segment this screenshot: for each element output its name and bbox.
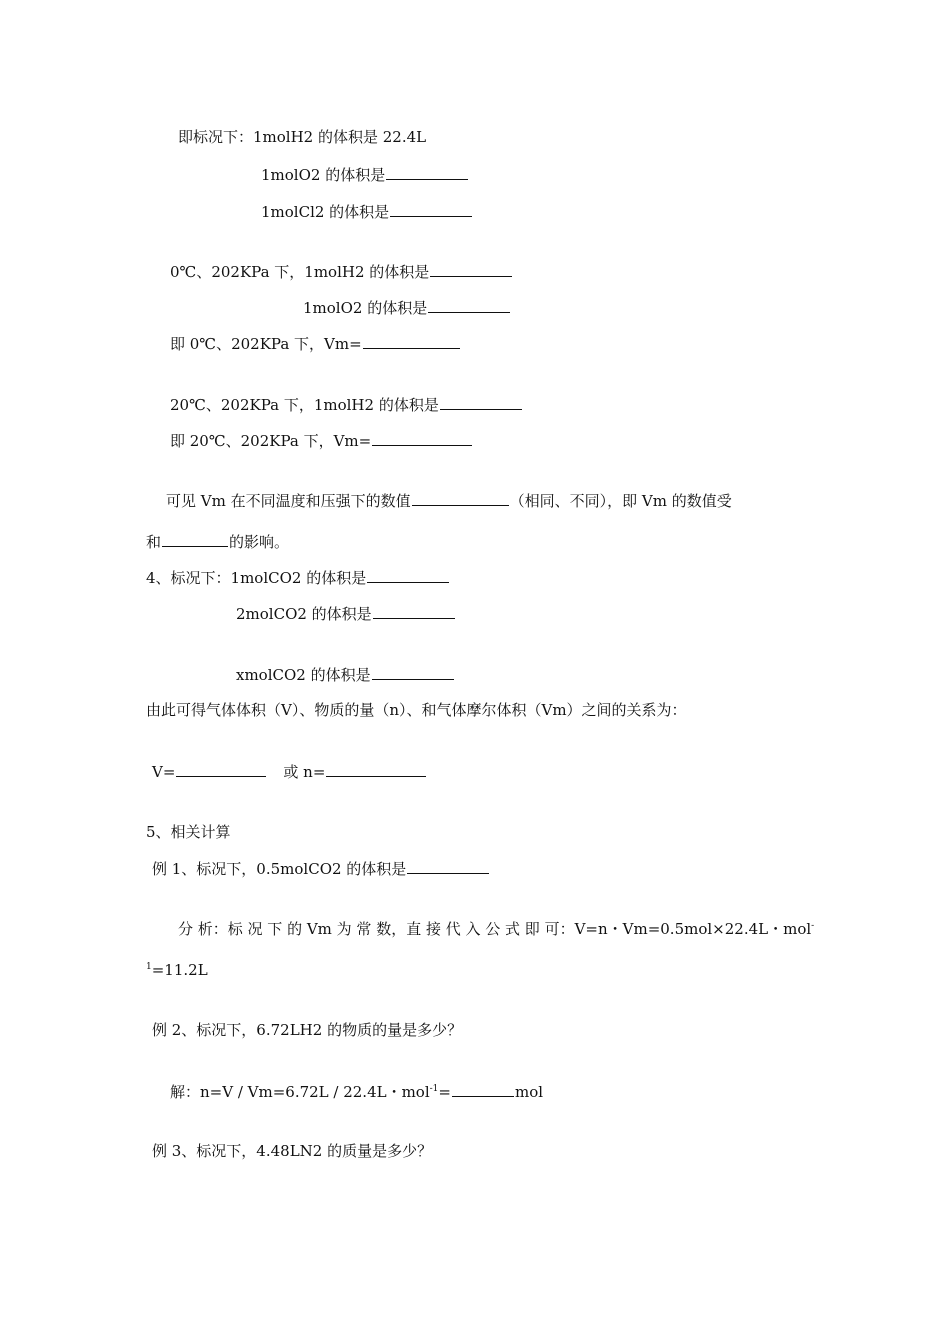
co2-text-3: xmolCO2 的体积是 <box>236 666 371 684</box>
answer-blank[interactable] <box>162 531 228 547</box>
analysis-result: =11.2L <box>151 961 208 979</box>
answer-blank[interactable] <box>367 567 449 583</box>
std-h2-line <box>178 127 426 147</box>
answer-blank[interactable] <box>440 394 522 410</box>
v-eq-text: V= <box>152 763 176 781</box>
answer-blank[interactable] <box>326 761 426 777</box>
p202-vm-line <box>170 333 461 354</box>
co2-text-1: 4、标况下：1molCO2 的体积是 <box>146 569 367 587</box>
answer-blank[interactable] <box>386 164 468 180</box>
t20-h2-text: 20℃、202KPa 下，1molH2 的体积是 <box>170 396 439 414</box>
section5-heading <box>146 822 231 842</box>
or-n-text: 或 n= <box>283 763 326 781</box>
p202-o2-text: 1molO2 的体积是 <box>303 299 428 317</box>
p202-o2-line <box>303 297 511 318</box>
relation-text: 由此可得气体体积（V）、物质的量（n）、和气体摩尔体积（Vm）之间的关系为： <box>146 701 687 719</box>
t20-vm-line <box>170 430 473 451</box>
p202-vm-text: 即 0℃、202KPa 下，Vm= <box>170 335 362 353</box>
answer-blank[interactable] <box>176 761 266 777</box>
conclusion-line <box>166 490 732 511</box>
p202-h2-text: 0℃、202KPa 下，1molH2 的体积是 <box>170 263 430 281</box>
std-o2-text: 1molO2 的体积是 <box>261 166 386 184</box>
example3-text: 例 3、标况下，4.48LN2 的质量是多少？ <box>152 1142 433 1160</box>
std-o2-line <box>261 164 469 185</box>
example2-text: 例 2、标况下，6.72LH2 的物质的量是多少？ <box>152 1021 463 1039</box>
answer-blank[interactable] <box>372 430 472 446</box>
example3-line <box>152 1141 432 1161</box>
solution-text: 解：n=V / Vm=6.72L / 22.4L・mol <box>170 1083 430 1101</box>
example1-text: 例 1、标况下，0.5molCO2 的体积是 <box>152 860 407 878</box>
p202-h2-line <box>170 261 513 282</box>
analysis-text: 分 析：标 况 下 的 Vm 为 常 数，直 接 代 入 公 式 即 可：V=n・Vm=0.5mol×22.4L・mol <box>178 920 812 938</box>
t20-vm-text: 即 20℃、202KPa 下，Vm= <box>170 432 372 450</box>
analysis-superscript: - <box>811 921 815 931</box>
t20-h2-line <box>170 394 523 415</box>
std-cl2-line <box>261 201 473 222</box>
example2-line <box>152 1020 462 1040</box>
std-h2-text: 即标况下：1molH2 的体积是 22.4L <box>178 128 427 146</box>
co2-line-1 <box>146 567 450 588</box>
answer-blank[interactable] <box>373 603 455 619</box>
answer-blank[interactable] <box>390 201 472 217</box>
formula-line <box>152 761 427 782</box>
std-cl2-text: 1molCl2 的体积是 <box>261 203 390 221</box>
conclusion-text-d: 的影响。 <box>229 533 290 551</box>
co2-text-2: 2molCO2 的体积是 <box>236 605 372 623</box>
solution-eq: = <box>438 1083 451 1101</box>
answer-blank[interactable] <box>430 261 512 277</box>
conclusion-line-2 <box>146 531 289 552</box>
answer-blank[interactable] <box>412 490 509 506</box>
analysis-superscript-2: 1 <box>146 962 152 972</box>
analysis-line-2 <box>146 960 208 980</box>
conclusion-text-c: 和 <box>146 533 162 551</box>
example1-line <box>152 858 490 879</box>
answer-blank[interactable] <box>428 297 510 313</box>
co2-line-3 <box>236 664 455 685</box>
analysis-line <box>178 919 814 939</box>
answer-blank[interactable] <box>452 1081 514 1097</box>
solution-unit: mol <box>515 1083 544 1101</box>
relation-line <box>146 700 687 720</box>
answer-blank[interactable] <box>372 664 454 680</box>
conclusion-text-b: （相同、不同），即 Vm 的数值受 <box>509 492 732 510</box>
solution-superscript: -1 <box>429 1084 439 1094</box>
section5-heading-text: 5、相关计算 <box>146 823 231 841</box>
solution-line <box>170 1081 543 1102</box>
conclusion-text-a: 可见 Vm 在不同温度和压强下的数值 <box>166 492 411 510</box>
answer-blank[interactable] <box>407 858 489 874</box>
co2-line-2 <box>236 603 456 624</box>
answer-blank[interactable] <box>363 333 460 349</box>
